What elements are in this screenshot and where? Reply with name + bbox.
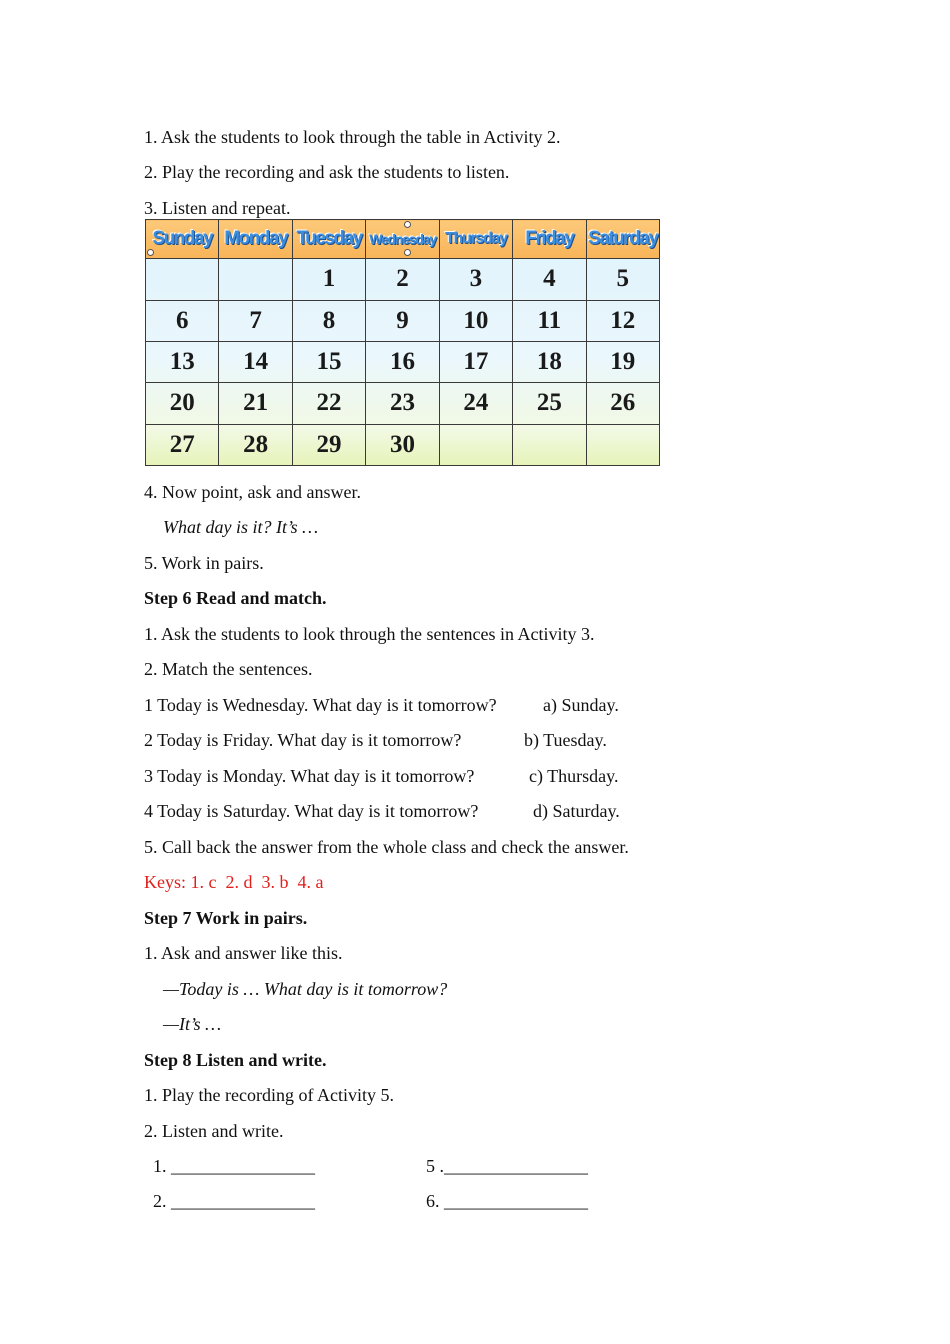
step-heading: Step 6 Read and match. <box>144 588 327 608</box>
date-cell: 7 <box>219 300 292 341</box>
match-question: 2 Today is Friday. What day is it tomorrow? <box>144 730 462 750</box>
resize-handle-center[interactable] <box>404 249 411 256</box>
calendar-week-row <box>146 300 660 341</box>
day-header: Monday <box>219 220 292 259</box>
day-header: Friday <box>513 220 586 259</box>
answer-keys: Keys: 1. c 2. d 3. b 4. a <box>144 872 324 892</box>
answer-blank[interactable]: 1. ________________ <box>153 1156 315 1176</box>
date-cell <box>586 424 659 465</box>
date-cell <box>219 259 292 300</box>
date-cell: 1 <box>292 259 365 300</box>
instruction-line: 1. Ask the students to look through the sentences in Activity 3. <box>144 624 595 644</box>
dialog-line: —Today is … What day is it tomorrow? <box>163 979 448 999</box>
date-cell: 27 <box>146 424 219 465</box>
date-cell: 26 <box>586 383 659 424</box>
instruction-line: 2. Listen and write. <box>144 1121 284 1141</box>
date-cell: 13 <box>146 341 219 382</box>
match-question: 4 Today is Saturday. What day is it tomorrow? <box>144 801 479 821</box>
date-cell: 11 <box>513 300 586 341</box>
date-cell: 4 <box>513 259 586 300</box>
calendar-table <box>145 219 660 466</box>
date-cell: 18 <box>513 341 586 382</box>
match-answer: a) Sunday. <box>543 695 619 715</box>
date-cell: 10 <box>439 300 512 341</box>
date-cell: 25 <box>513 383 586 424</box>
date-cell: 9 <box>366 300 439 341</box>
step-heading: Step 8 Listen and write. <box>144 1050 327 1070</box>
date-cell: 22 <box>292 383 365 424</box>
day-header: Tuesday <box>292 220 365 259</box>
instruction-line: 5. Work in pairs. <box>144 553 264 573</box>
date-cell: 28 <box>219 424 292 465</box>
date-cell: 29 <box>292 424 365 465</box>
resize-handle-left[interactable] <box>147 249 154 256</box>
match-answer: b) Tuesday. <box>524 730 607 750</box>
example-sentence: What day is it? It’s … <box>163 517 319 537</box>
date-cell: 23 <box>366 383 439 424</box>
date-cell: 24 <box>439 383 512 424</box>
date-cell: 14 <box>219 341 292 382</box>
day-header: Thursday <box>439 220 512 259</box>
dialog-line: —It’s … <box>163 1014 222 1034</box>
date-cell: 19 <box>586 341 659 382</box>
resize-handle-top[interactable] <box>404 221 411 228</box>
answer-blank[interactable]: 2. ________________ <box>153 1191 315 1211</box>
date-cell: 5 <box>586 259 659 300</box>
date-cell: 2 <box>366 259 439 300</box>
date-cell: 30 <box>366 424 439 465</box>
date-cell: 16 <box>366 341 439 382</box>
match-question: 3 Today is Monday. What day is it tomorrow? <box>144 766 475 786</box>
calendar-week-row <box>146 424 660 465</box>
instruction-line: 3. Listen and repeat. <box>144 198 291 218</box>
date-cell <box>146 259 219 300</box>
instruction-line: 4. Now point, ask and answer. <box>144 482 361 502</box>
calendar-header-row <box>146 220 660 259</box>
date-cell: 20 <box>146 383 219 424</box>
date-cell <box>513 424 586 465</box>
date-cell: 6 <box>146 300 219 341</box>
instruction-line: 5. Call back the answer from the whole class and check the answer. <box>144 837 629 857</box>
day-header: Saturday <box>586 220 659 259</box>
match-answer: d) Saturday. <box>533 801 620 821</box>
instruction-line: 1. Ask and answer like this. <box>144 943 343 963</box>
calendar-week-row <box>146 383 660 424</box>
match-question: 1 Today is Wednesday. What day is it tomorrow? <box>144 695 497 715</box>
date-cell: 15 <box>292 341 365 382</box>
date-cell: 21 <box>219 383 292 424</box>
answer-blank[interactable]: 5 .________________ <box>426 1156 588 1176</box>
match-answer: c) Thursday. <box>529 766 619 786</box>
day-header: Sunday <box>146 220 219 259</box>
answer-blank[interactable]: 6. ________________ <box>426 1191 588 1211</box>
instruction-line: 2. Play the recording and ask the students to listen. <box>144 162 510 182</box>
date-cell: 3 <box>439 259 512 300</box>
date-cell <box>439 424 512 465</box>
instruction-line: 2. Match the sentences. <box>144 659 313 679</box>
date-cell: 17 <box>439 341 512 382</box>
step-heading: Step 7 Work in pairs. <box>144 908 308 928</box>
calendar-week-row <box>146 259 660 300</box>
date-cell: 8 <box>292 300 365 341</box>
instruction-line: 1. Ask the students to look through the table in Activity 2. <box>144 127 561 147</box>
day-header: Wednesday <box>366 220 439 259</box>
date-cell: 12 <box>586 300 659 341</box>
calendar-week-row <box>146 341 660 382</box>
instruction-line: 1. Play the recording of Activity 5. <box>144 1085 394 1105</box>
